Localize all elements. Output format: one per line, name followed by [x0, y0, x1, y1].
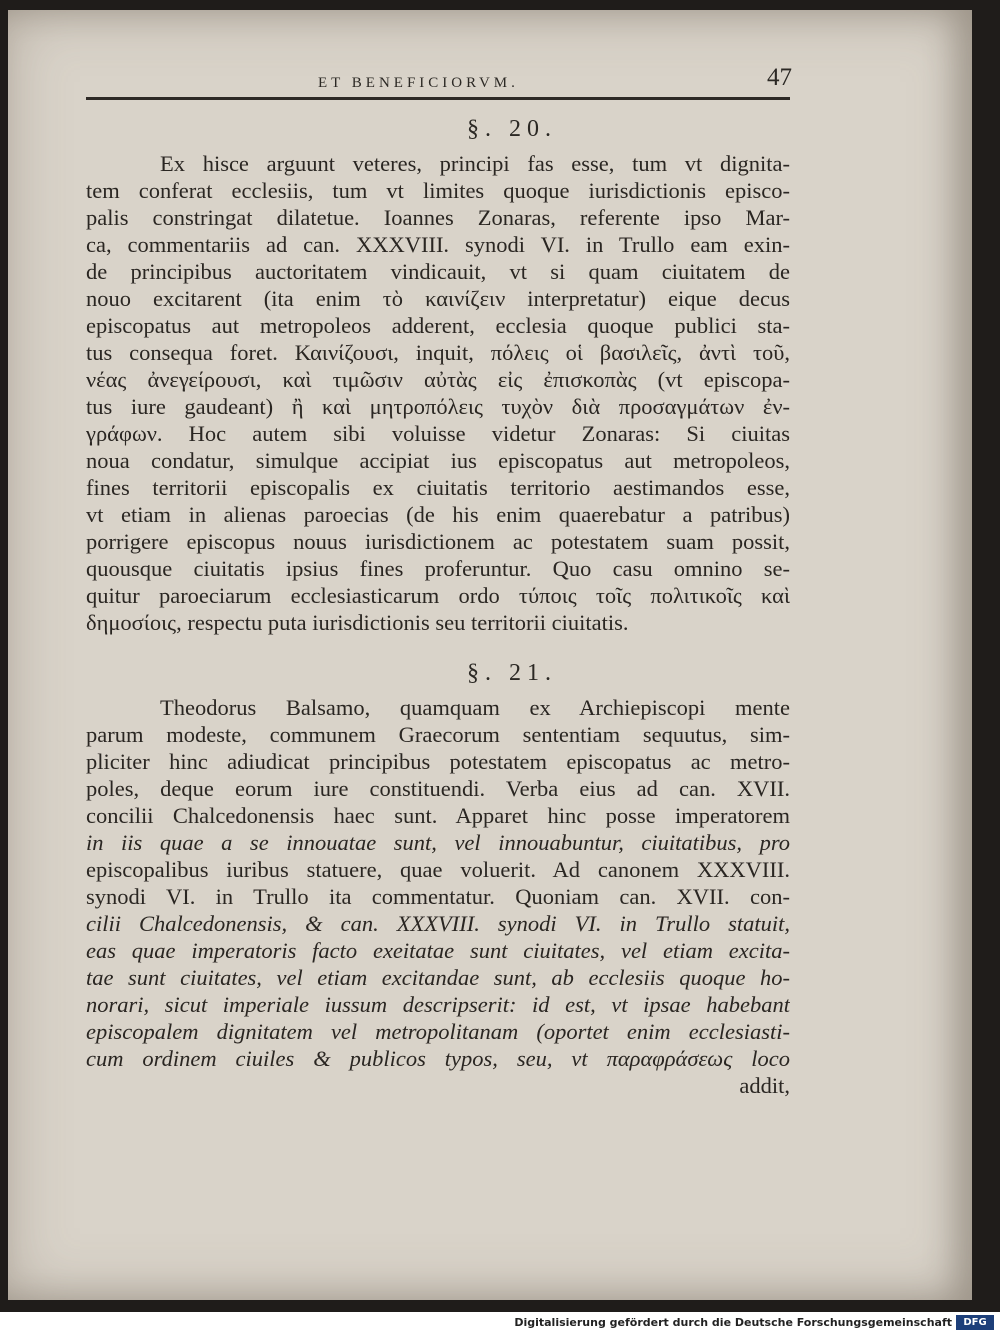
text-line: tae sunt ciuitates, vel etiam excitandae sunt, ab ecclesiis quoque ho- — [86, 965, 790, 990]
page-header — [86, 60, 790, 100]
section-heading-21: §. 21. — [467, 660, 557, 686]
page-number: 47 — [767, 64, 792, 91]
header-rule — [86, 97, 790, 100]
text-line: Ex hisce arguunt veteres, principi fas esse, tum vt dignita- — [160, 151, 790, 176]
text-line: porrigere episcopus nouus iurisdictionem ac potestatem suam possit, — [86, 529, 790, 554]
text-line: tus iure gaudeant) ἢ καὶ μητροπόλεις τυχὸν διὰ προσαγμάτων ἐν- — [86, 394, 790, 419]
text-line: cum ordinem ciuiles & publicos typos, seu, vt παραφράσεως loco — [86, 1046, 790, 1071]
paragraph-section-20 — [86, 150, 790, 636]
text-line: quitur paroeciarum ecclesiasticarum ordo τύποις τοῖς πολιτικοῖς καὶ — [86, 583, 790, 608]
text-line: episcopatus aut metropoleos adderent, ecclesia quoque publici sta- — [86, 313, 790, 338]
dfg-logo: DFG — [956, 1315, 994, 1330]
text-line: ca, commentariis ad can. XXXVIII. synodi VI. in Trullo eam exin- — [86, 232, 790, 257]
text-line: parum modeste, communem Graecorum sententiam sequutus, sim- — [86, 722, 790, 747]
text-line: tus consequa foret. Καινίζουσι, inquit, πόλεις οἱ βασιλεῖς, ἀντὶ τοῦ, — [86, 340, 790, 365]
text-line: de principibus auctoritatem vindicauit, vt si quam ciuitatem de — [86, 259, 790, 284]
text-line: vt etiam in alienas paroecias (de his enim quaerebatur a patribus) — [86, 502, 790, 527]
text-line: nouo excitarent (ita enim τὸ καινίζειν interpretatur) eique decus — [86, 286, 790, 311]
text-line: νέας ἀνεγείρουσι, καὶ τιμῶσιν αὐτὰς εἰς ἐπισκοπὰς (vt episcopa- — [86, 367, 790, 392]
text-line: palis constringat dilatetue. Ioannes Zonaras, referente ipso Mar- — [86, 205, 790, 230]
digitization-credit: Digitalisierung gefördert durch die Deutsche Forschungsgemeinschaft — [514, 1316, 952, 1329]
text-line: tem conferat ecclesiis, tum vt limites quoque iurisdictionis episco- — [86, 178, 790, 203]
text-line: episcopalem dignitatem vel metropolitanam (oportet enim ecclesiasti- — [86, 1019, 790, 1044]
text-line: poles, deque eorum iure constituendi. Verba eius ad can. XVII. — [86, 776, 790, 801]
text-line: concilii Chalcedonensis haec sunt. Apparet hinc posse imperatorem — [86, 803, 790, 828]
running-title: ET BENEFICIORVM. — [318, 75, 519, 91]
text-line: δημοσίοις, respectu puta iurisdictionis seu territorii ciuitatis. — [86, 610, 629, 635]
text-line: in iis quae a se innouatae sunt, vel innouabuntur, ciuitatibus, pro — [86, 830, 790, 855]
text-line: noua condatur, simulque accipiat ius episcopatus aut metropoleos, — [86, 448, 790, 473]
catchword: addit, — [739, 1073, 790, 1098]
text-line: quousque ciuitatis ipsius fines proferuntur. Quo casu omnino se- — [86, 556, 790, 581]
text-line: episcopalibus iuribus statuere, quae voluerit. Ad canonem XXXVIII. — [86, 857, 790, 882]
text-line: pliciter hinc adiudicat principibus potestatem episcopatus ac metro- — [86, 749, 790, 774]
text-line: fines territorii episcopalis ex ciuitatis territorio aestimandos esse, — [86, 475, 790, 500]
text-line: norari, sicut imperiale iussum descripserit: id est, vt ipsae habebant — [86, 992, 790, 1017]
footer-bar — [0, 1312, 1000, 1334]
text-line: Theodorus Balsamo, quamquam ex Archiepiscopi mente — [160, 695, 790, 720]
paragraph-section-21 — [86, 694, 790, 1099]
text-line: synodi VI. in Trullo ita commentatur. Quoniam can. XVII. con- — [86, 884, 790, 909]
text-line: cilii Chalcedonensis, & can. XXXVIII. synodi VI. in Trullo statuit, — [86, 911, 790, 936]
text-line: γράφων. Hoc autem sibi voluisse videtur Zonaras: Si ciuitas — [86, 421, 790, 446]
text-line: eas quae imperatoris facto exeitatae sunt ciuitates, vel etiam excita- — [86, 938, 790, 963]
section-heading-20: §. 20. — [467, 116, 557, 142]
